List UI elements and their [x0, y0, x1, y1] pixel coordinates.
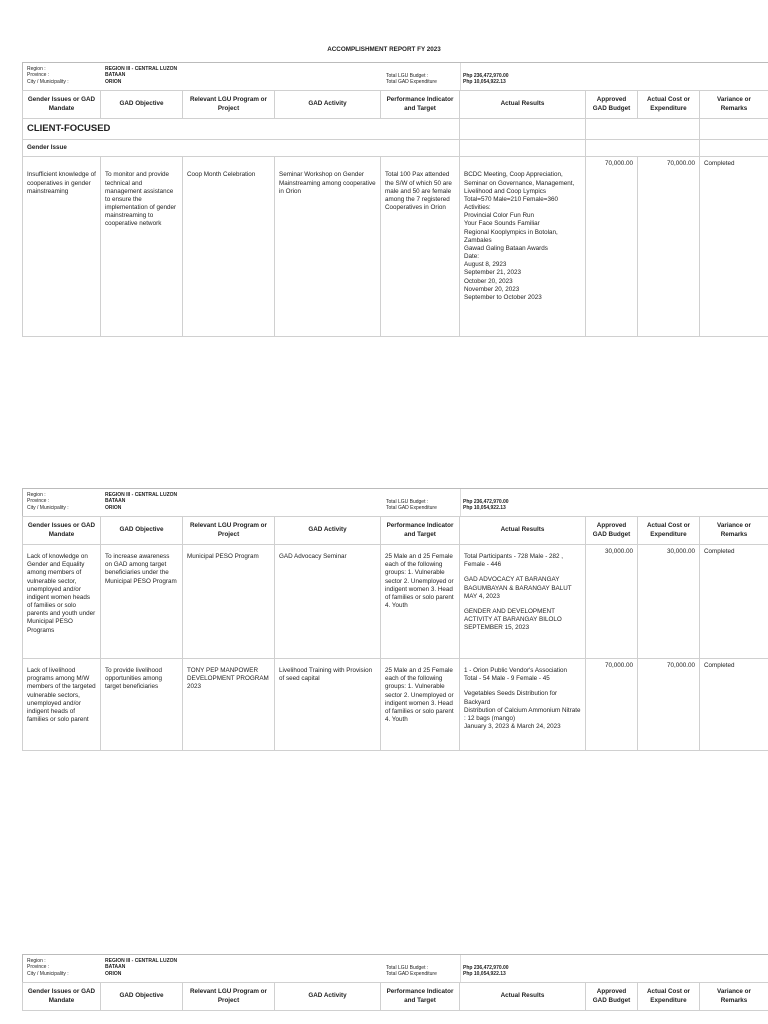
subcategory-row — [23, 140, 768, 157]
col-header-program: Relevant LGU Program or Project — [183, 91, 275, 119]
remarks-cell: Completed — [700, 659, 768, 751]
report-section-1 — [22, 62, 768, 337]
table-row — [23, 157, 768, 337]
city-value: ORION — [105, 78, 122, 85]
table-header-row — [23, 983, 768, 1011]
region-value: REGION III - CENTRAL LUZON — [105, 958, 178, 964]
col-header-objective: GAD Objective — [101, 517, 183, 545]
objective-cell: To increase awareness on GAD among target beneficiaries under the Municipal PESO Program — [101, 545, 183, 659]
table-header-row — [23, 517, 768, 545]
objective-cell: To monitor and provide technical and management assistance to ensure the implementation of gender mainstreaming to cooperative network — [101, 157, 183, 337]
results-cell: BCDC Meeting, Coop Appreciation, Seminar on Governance, Management, Livelihood and Coop Lympics Total=570 Male=210 Female=360 Activities: Provincial Color Fun Run Your Face Sounds Familiar Regional Kooplympics in Botolan, Zambales Gawad Galing Bataan Awards Date: August 8, 2923 September 21, 2023 October 20, 2023 November 20, 2023 September to October 2023 — [460, 157, 586, 337]
col-header-program: Relevant LGU Program or Project — [183, 517, 275, 545]
gad-expenditure-label: Total GAD Expenditure — [386, 79, 437, 86]
col-header-issue: Gender Issues or GAD Mandate — [23, 517, 101, 545]
col-header-remarks: Variance or Remarks — [700, 91, 768, 119]
region-label: Region : — [27, 492, 46, 498]
city-value: ORION — [105, 504, 122, 511]
region-value: REGION III - CENTRAL LUZON — [105, 66, 178, 72]
cost-cell: 30,000.00 — [638, 545, 700, 659]
col-header-indicator: Performance Indicator and Target — [381, 983, 460, 1011]
indicator-cell: 25 Male an d 25 Female each of the following groups: 1. Vulnerable sector 2. Unemployed or indigent women 3. Head of families or solo parent 4. Youth — [381, 659, 460, 751]
col-header-budget: Approved GAD Budget — [586, 983, 638, 1011]
location-info — [22, 954, 768, 982]
cost-cell: 70,000.00 — [638, 157, 700, 337]
lgu-budget-value: Php 236,472,970.00 — [463, 499, 509, 505]
city-label: City / Municipality : — [27, 78, 69, 85]
col-header-results: Actual Results — [460, 517, 586, 545]
col-header-issue: Gender Issues or GAD Mandate — [23, 91, 101, 119]
issue-cell: Lack of knowledge on Gender and Equality among members of vulnerable sector, unemployed and/or indigent women heads of families or solo parents and youth under Municipal PESO Programs — [23, 545, 101, 659]
activity-cell: GAD Advocacy Seminar — [275, 545, 381, 659]
gad-report-table — [22, 90, 768, 337]
col-header-program: Relevant LGU Program or Project — [183, 983, 275, 1011]
col-header-budget: Approved GAD Budget — [586, 91, 638, 119]
table-row — [23, 545, 768, 659]
remarks-cell: Completed — [700, 545, 768, 659]
region-label: Region : — [27, 958, 46, 964]
cost-cell: 70,000.00 — [638, 659, 700, 751]
province-value: BATAAN — [105, 72, 126, 79]
activity-cell: Livelihood Training with Provision of seed capital — [275, 659, 381, 751]
indicator-cell: Total 100 Pax attended the S/W of which 50 are male and 50 are female among the 7 registered Cooperatives in Orion — [381, 157, 460, 337]
col-header-indicator: Performance Indicator and Target — [381, 91, 460, 119]
report-section-2 — [22, 488, 768, 751]
gad-expenditure-label: Total GAD Expenditure — [386, 505, 437, 512]
col-header-results: Actual Results — [460, 983, 586, 1011]
budget-cell: 70,000.00 — [586, 659, 638, 751]
col-header-cost: Actual Cost or Expenditure — [638, 517, 700, 545]
col-header-results: Actual Results — [460, 91, 586, 119]
city-label: City / Municipality : — [27, 970, 69, 977]
region-value: REGION III - CENTRAL LUZON — [105, 492, 178, 498]
category-row — [23, 119, 768, 140]
table-header-row — [23, 91, 768, 119]
lgu-budget-label: Total LGU Budget : — [386, 73, 429, 79]
col-header-activity: GAD Activity — [275, 517, 381, 545]
col-header-cost: Actual Cost or Expenditure — [638, 983, 700, 1011]
report-title: ACCOMPLISHMENT REPORT FY 2023 — [327, 46, 441, 53]
location-info — [22, 488, 768, 516]
city-label: City / Municipality : — [27, 504, 69, 511]
program-cell: TONY PEP MANPOWER DEVELOPMENT PROGRAM 2023 — [183, 659, 275, 751]
col-header-issue: Gender Issues or GAD Mandate — [23, 983, 101, 1011]
lgu-budget-label: Total LGU Budget : — [386, 965, 429, 971]
gad-expenditure-label: Total GAD Expenditure — [386, 971, 437, 978]
province-value: BATAAN — [105, 964, 126, 971]
lgu-budget-value: Php 236,472,970.00 — [463, 965, 509, 971]
remarks-cell: Completed — [700, 157, 768, 337]
budget-cell: 30,000.00 — [586, 545, 638, 659]
col-header-budget: Approved GAD Budget — [586, 517, 638, 545]
objective-cell: To provide livelihood opportunities among target beneficiaries — [101, 659, 183, 751]
col-header-objective: GAD Objective — [101, 91, 183, 119]
issue-cell: Lack of livelihood programs among M/W members of the targeted vulnerable sectors, unemployed and/or indigent heads of families or solo parent — [23, 659, 101, 751]
col-header-activity: GAD Activity — [275, 91, 381, 119]
program-cell: Coop Month Celebration — [183, 157, 275, 337]
issue-cell: Insufficient knowledge of cooperatives in gender mainstreaming — [23, 157, 101, 337]
location-info — [22, 62, 768, 90]
gad-expenditure-value: Php 10,054,922.13 — [463, 79, 506, 86]
program-cell: Municipal PESO Program — [183, 545, 275, 659]
gad-report-table — [22, 982, 768, 1011]
subcategory-label: Gender Issue — [23, 140, 460, 157]
col-header-activity: GAD Activity — [275, 983, 381, 1011]
lgu-budget-value: Php 236,472,970.00 — [463, 73, 509, 79]
activity-cell: Seminar Workshop on Gender Mainstreaming among cooperative in Orion — [275, 157, 381, 337]
table-row — [23, 659, 768, 751]
col-header-indicator: Performance Indicator and Target — [381, 517, 460, 545]
lgu-budget-label: Total LGU Budget : — [386, 499, 429, 505]
budget-cell: 70,000.00 — [586, 157, 638, 337]
indicator-cell: 25 Male an d 25 Female each of the following groups: 1. Vulnerable sector 2. Unemployed or indigent women 3. Head of families or solo parent 4. Youth — [381, 545, 460, 659]
category-label: CLIENT-FOCUSED — [23, 119, 460, 140]
region-label: Region : — [27, 66, 46, 72]
report-section-3 — [22, 954, 768, 1011]
results-cell: 1 - Orion Public Vendor's Association Total - 54 Male - 9 Female - 45 Vegetables Seeds Distribution for Backyard Distribution of Calcium Ammonium Nitrate : 12 bags (mango) January 3, 2023 & March 24, 2023 — [460, 659, 586, 751]
province-label: Province : — [27, 964, 50, 971]
col-header-remarks: Variance or Remarks — [700, 983, 768, 1011]
col-header-remarks: Variance or Remarks — [700, 517, 768, 545]
city-value: ORION — [105, 970, 122, 977]
col-header-cost: Actual Cost or Expenditure — [638, 91, 700, 119]
province-label: Province : — [27, 498, 50, 505]
gad-report-table — [22, 516, 768, 751]
col-header-objective: GAD Objective — [101, 983, 183, 1011]
gad-expenditure-value: Php 10,054,922.13 — [463, 971, 506, 978]
gad-expenditure-value: Php 10,054,922.13 — [463, 505, 506, 512]
province-label: Province : — [27, 72, 50, 79]
province-value: BATAAN — [105, 498, 126, 505]
results-cell: Total Participants - 728 Male - 282 , Female - 446 GAD ADVOCACY AT BARANGAY BAGUMBAYAN & BARANGAY BALUT MAY 4, 2023 GENDER AND DEVELOPMENT ACTIVITY AT BARANGAY BILOLO SEPTEMBER 15, 2023 — [460, 545, 586, 659]
